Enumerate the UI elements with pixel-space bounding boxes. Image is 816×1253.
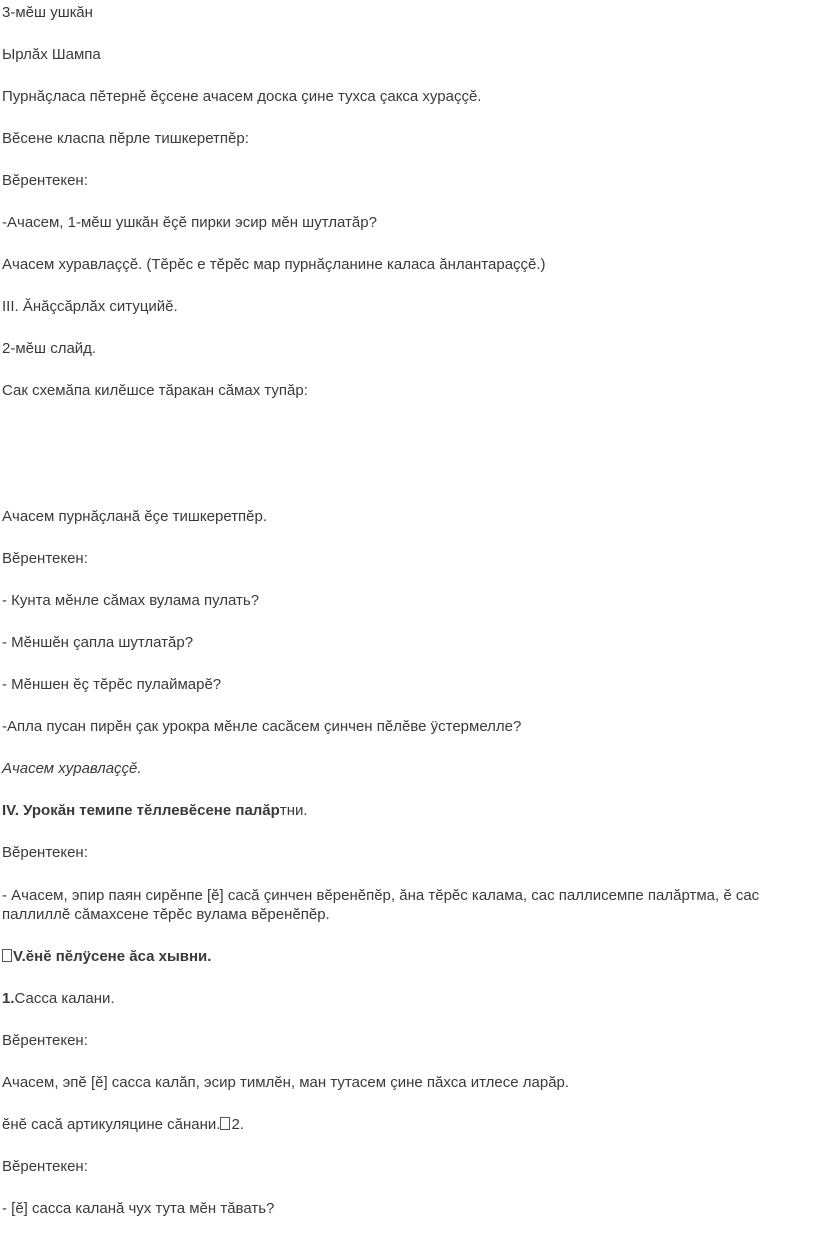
paragraph: Вĕсене класпа пĕрле тишкеретпĕр: — [2, 130, 249, 147]
heading-group-3: 3-мĕш ушкăн — [2, 4, 93, 21]
missing-glyph-icon — [220, 1117, 230, 1130]
speaker-label: Вĕрентекен: — [2, 844, 88, 861]
paragraph: Сак схемăпа килĕшсе тăракан сăмах тупăр: — [2, 382, 308, 399]
dialogue-line: -Ачасем, 1-мĕш ушкăн ĕçĕ пирки эсир мĕн шутлатăр? — [2, 214, 377, 231]
speaker-label: Вĕрентекен: — [2, 550, 88, 567]
section-heading — [2, 948, 211, 966]
paragraph: - Ачасем, эпир паян сирĕнпе [ĕ] сасă çинчен вĕренĕпĕр, ăна тĕрĕс калама, сас паллисемпе палăртма, ĕ сас паллиллĕ сăмахсене тĕрĕс вулама вĕренĕпĕр. — [2, 887, 760, 923]
speaker-label: Вĕрентекен: — [2, 1158, 88, 1175]
paragraph — [2, 1116, 244, 1134]
section-heading: III. Ăнăçсăрлăх ситуцийĕ. — [2, 298, 178, 315]
dialogue-line: - Мĕншен ĕç тĕрĕс пулаймарĕ? — [2, 676, 222, 693]
section-heading-bold: IV. Урокăн темипе тĕллевĕсене палăр — [2, 802, 280, 819]
dialogue-line: -Апла пусан пирĕн çак урокра мĕнле сасăсем çинчен пĕлĕве ÿстермелле? — [2, 718, 522, 735]
dialogue-line: - Кунта мĕнле сăмах вулама пулать? — [2, 592, 260, 609]
dialogue-line: - Мĕншĕн çапла шутлатăр? — [2, 634, 194, 651]
missing-glyph-icon — [2, 949, 12, 962]
slide-label: 2-мĕш слайд. — [2, 340, 97, 357]
item-number: 1. — [2, 990, 15, 1007]
dialogue-line: - [ĕ] сасса каланă чух тута мĕн тăвать? — [2, 1200, 275, 1217]
section-heading — [2, 802, 308, 820]
speaker-label: Вĕрентекен: — [2, 1032, 88, 1049]
paragraph: Пурнăçласа пĕтернĕ ĕçсене ачасем доска çине тухса çакса хураççĕ. — [2, 88, 482, 105]
section-heading-tail: тни. — [279, 802, 308, 819]
section-heading-text: V.ĕнĕ пĕлÿсене ăса хывни. — [13, 948, 212, 965]
numbered-item — [2, 990, 115, 1008]
paragraph: Ачасем, эпĕ [ĕ] сасса калăп, эсир тимлĕн, ман тутасем çине пăхса итлесе ларăр. — [2, 1074, 570, 1091]
italic-note: Ачасем хуравлаççĕ. — [2, 760, 142, 777]
item-text: Сасса калани. — [14, 990, 115, 1007]
paragraph: Ачасем пурнăçланă ĕçе тишкеретпĕр. — [2, 508, 268, 525]
paragraph-number: 2. — [231, 1116, 244, 1133]
speaker-label: Вĕрентекен: — [2, 172, 88, 189]
group-name: Ырлăх Шампа — [2, 46, 101, 63]
paragraph-text: ĕнĕ сасă артикуляцине сăнани. — [2, 1116, 221, 1133]
paragraph: Ачасем хуравлаççĕ. (Тĕрĕс е тĕрĕс мар пурнăçланине каласа ăнлантараççĕ.) — [2, 256, 546, 273]
